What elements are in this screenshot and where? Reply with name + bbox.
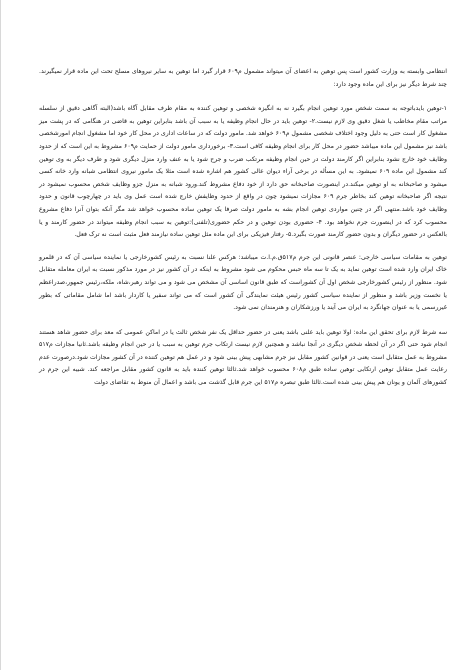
paragraph-three-conditions: سه شرط لازم برای تحقق این ماده: اولا توهین باید علنی باشد یعنی در حضور حداقل یک نفر شخص ثالث یا در اماکن عمومی که معد برای حضور شاهد هستند انجام شود حتی اگر در آن لحظه شخص دیگری در آنجا نباشد و همچنین لازم نیست ارتکاب جرم توهین به سبب یا در حین انجام وظیفه باشد.ثانیا مجازات م۵۱۷ مشروط به عمل متقابل است یعنی در قوانین کشور مقابل نیز جرم مشابهی پیش بینی شود و در عمل هم توهین کننده در آن کشور مجازات شود.درصورت عدم رعایت عمل متقابل توهین ارتکابی توهین ساده طبق م۶۰۸ محسوب خواهد شد.ثالثا توهین کننده باید به قانون کشور مقابل مراجعه کند. شبیه این جرم در کشورهای آلمان و یونان هم پیش بینی شده است.ثالثا طبق تبصره م۵۱۷ این جرم قابل گذشت می باشد و اعمال آن منوط به تقاضای دولت	[39, 328, 447, 387]
paragraph-conditions: ۱-توهین بایدباتوجه به سمت شخص مورد توهین انجام بگیرد نه به انگیزه شخصی و توهین کننده به مقام طرف مقابل آگاه باشد(البته آگاهی دقیق از سلسله مراتب مقام مخاطب یا شغل دقیق وی لازم نیست.۲- توهین باید در حال انجام وظیفه یا به سبب آن باشد بنابراین توهین به قاضی در هنگامی که در پشت میز مشغول کار است حتی به دلیل وجود اختلاف شخصی مشمول م۶۰۹ خواهد شد. مامور دولت که در ساعات اداری در محل کار خود اما مشغول انجام امورشخصی باشد نیز مشمول این ماده میباشد حضور در محل کار برای انجام وظیفه کافی است.۳- برخورداری مامور دولت از حمایت م۶۰۹ مشروط به این است که از حدود وظایف خود خارج نشود بنابراین اگر کارمند دولت در حین انجام وظیفه مرتکب ضرب و جرح شود یا به عنف وارد منزل دیگری شود و طرف دیگر به وی توهین کند مشمول این ماده ۶۰۹ نمیشود. به این مسأله در برخی آراء دیوان عالی کشور هم اشاره شده است مثلا یک مامور نیروی انتظامی شبانه وارد خانه کسی میشود و صاحبخانه به او توهین میکند.در اینصورت صاحبخانه حق دارد از خود دفاع مشروط کند.ورود شبانه به منزل جزو وظایف شخص محسوب نمیشود در نتیجه اگر صاحبخانه توهین کند بخاطر جرم ۶۰۹ مجازات نمیشود چون در واقع از حدود وظایفش خارج شده است عمل وی باید در چهارچوب قانون و حدود وظایف خود باشد.منتهی اگر در چنین مواردی توهین انجام بشه به مامور دولت صرفا یک توهین ساده محسوب خواهد شد مگر آنکه بتوان آنرا دفاع مشروع محسوب کرد که در اینصورت جرم نخواهد بود. ۴- حضوری بودن توهین و در حکم حضوری(تلفنی):توهین به سبب انجام وظیفه میتواند در حضور کارمند و یا بالعکس در حضور دیگران و بدون حضور کارمند صورت بگیرد.۵- رفتار فیزیکی برای این ماده مثل توهین ساده نیازمند فعل مثبت است نه ترک فعل.	[39, 105, 448, 239]
paragraph-intro: انتظامی وابسته به وزارت کشور است پس توهین به اعضای آن میتواند مشمول م۶۰۹ قرار گیرد اما توهین به سایر نیروهای مسلح تحت این ماده قرار نمیگیرند. چند شرط دیگر نیز برای این ماده وجود دارد:	[39, 68, 447, 88]
paragraph-foreign-officials: توهین به مقامات سیاسی خارجی: عنصر قانونی این جرم م۵۱۷ق.م.ا.ت میباشد: هرکس علنا نسبت به رئیس کشورخارجی یا نماینده سیاسی آن که در قلمرو خاک ایران وارد شده است توهین نماید به یک تا سه ماه حبس محکوم می شود مشروط به اینکه در آن کشور نیز در مورد مذکور نسبت به ایران معامله متقابل شود. منظور از رئیس کشورخارجی شخص اول آن کشوراست که طبق قانون اساسی آن مشخص می شود و می تواند رهبر،شاه، ملکه،رئیس جمهور،صدراعظم یا نخست وزیر باشد و منظور از نماینده سیاسی کشور رئیس هیئت نمایندگی آن کشور است که می تواند سفیر یا کاردار باشد اما شامل مقاماتی که بطور غیررسمی یا به عنوان جهانگرد به ایران می آیند یا ورزشکاران و هنرمندان نمی شود.	[39, 253, 447, 312]
document-body	[39, 66, 447, 404]
